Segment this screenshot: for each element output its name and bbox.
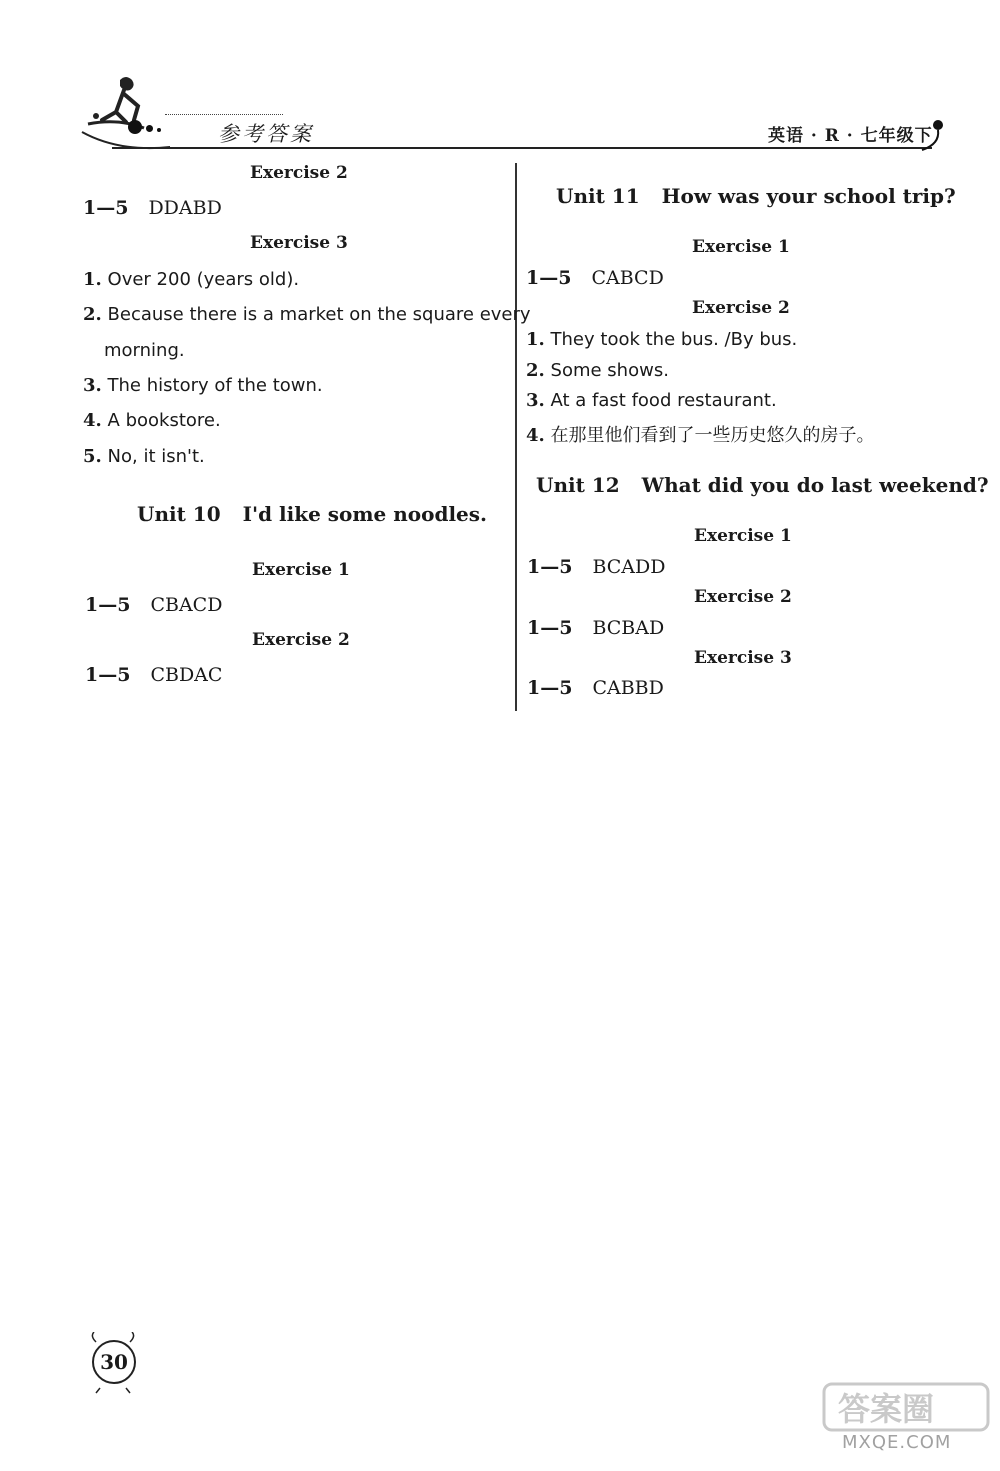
answer-range: 1—5: [527, 617, 573, 639]
exercise-heading: Exercise 1: [692, 237, 790, 257]
header-dot-large: [128, 120, 142, 134]
unit-title: How was your school trip?: [661, 184, 956, 208]
answer-row: [526, 267, 664, 289]
answer-row: [85, 664, 222, 686]
answer-row: [83, 197, 222, 219]
answer-range: 1—5: [527, 556, 573, 578]
list-item: 2. Some shows.: [526, 360, 669, 381]
skateboarder-logo: [80, 72, 170, 152]
answer-letters: BCADD: [592, 556, 666, 578]
list-item: 3. At a fast food restaurant.: [526, 390, 777, 411]
watermark-text: MXQE.COM: [842, 1432, 952, 1453]
answer-range: 1—5: [527, 677, 573, 699]
header-end-flourish: [918, 118, 948, 152]
answer-letters: CBACD: [150, 594, 223, 616]
unit-label: Unit 11: [556, 184, 640, 208]
unit-label: Unit 10: [137, 502, 221, 526]
list-item: 5. No, it isn't.: [83, 446, 205, 467]
list-item: 1. They took the bus. /By bus.: [526, 329, 798, 350]
answer-letters: CBDAC: [150, 664, 223, 686]
answer-row: [527, 556, 666, 578]
unit-heading: [556, 184, 956, 208]
unit-label: Unit 12: [536, 473, 620, 497]
list-item: 4. 在那里他们看到了一些历史悠久的房子。: [526, 425, 875, 446]
answer-letters: CABBD: [592, 677, 664, 699]
unit-heading: [137, 502, 487, 526]
answer-row: [527, 617, 664, 639]
answer-range: 1—5: [85, 664, 131, 686]
list-item: 3. The history of the town.: [83, 375, 323, 396]
header-dot-small: [157, 128, 161, 132]
header-dotted-rule: [165, 114, 283, 115]
answer-letters: BCBAD: [592, 617, 665, 639]
header-rule: [112, 147, 932, 149]
header-title: 参考答案: [218, 122, 314, 146]
list-item: 1. Over 200 (years old).: [83, 269, 300, 290]
answer-range: 1—5: [83, 197, 129, 219]
list-item-continuation: morning.: [104, 340, 185, 361]
header-subject-grade: 英语 · R · 七年级下: [768, 126, 933, 146]
unit-title: What did you do last weekend?: [641, 473, 989, 497]
answer-letters: DDABD: [148, 197, 222, 219]
unit-title: I'd like some noodles.: [242, 502, 487, 526]
exercise-heading: Exercise 2: [694, 587, 792, 607]
answer-row: [527, 677, 664, 699]
exercise-heading: Exercise 2: [692, 298, 790, 318]
header-dot-medium: [146, 125, 153, 132]
list-item: 2. Because there is a market on the square every: [83, 304, 531, 325]
list-item: 4. A bookstore.: [83, 410, 221, 431]
exercise-heading: Exercise 1: [252, 560, 350, 580]
svg-text:答案圈: 答案圈: [838, 1390, 935, 1428]
answer-letters: CABCD: [591, 267, 664, 289]
unit-heading: [536, 473, 989, 497]
exercise-heading: Exercise 1: [694, 526, 792, 546]
page-number: 30: [92, 1340, 136, 1384]
exercise-heading: Exercise 2: [252, 630, 350, 650]
exercise-heading: Exercise 3: [694, 648, 792, 668]
answer-row: [85, 594, 222, 616]
answer-range: 1—5: [526, 267, 572, 289]
answer-range: 1—5: [85, 594, 131, 616]
column-divider: [515, 163, 517, 711]
exercise-heading: Exercise 3: [250, 233, 348, 253]
exercise-heading: Exercise 2: [250, 163, 348, 183]
